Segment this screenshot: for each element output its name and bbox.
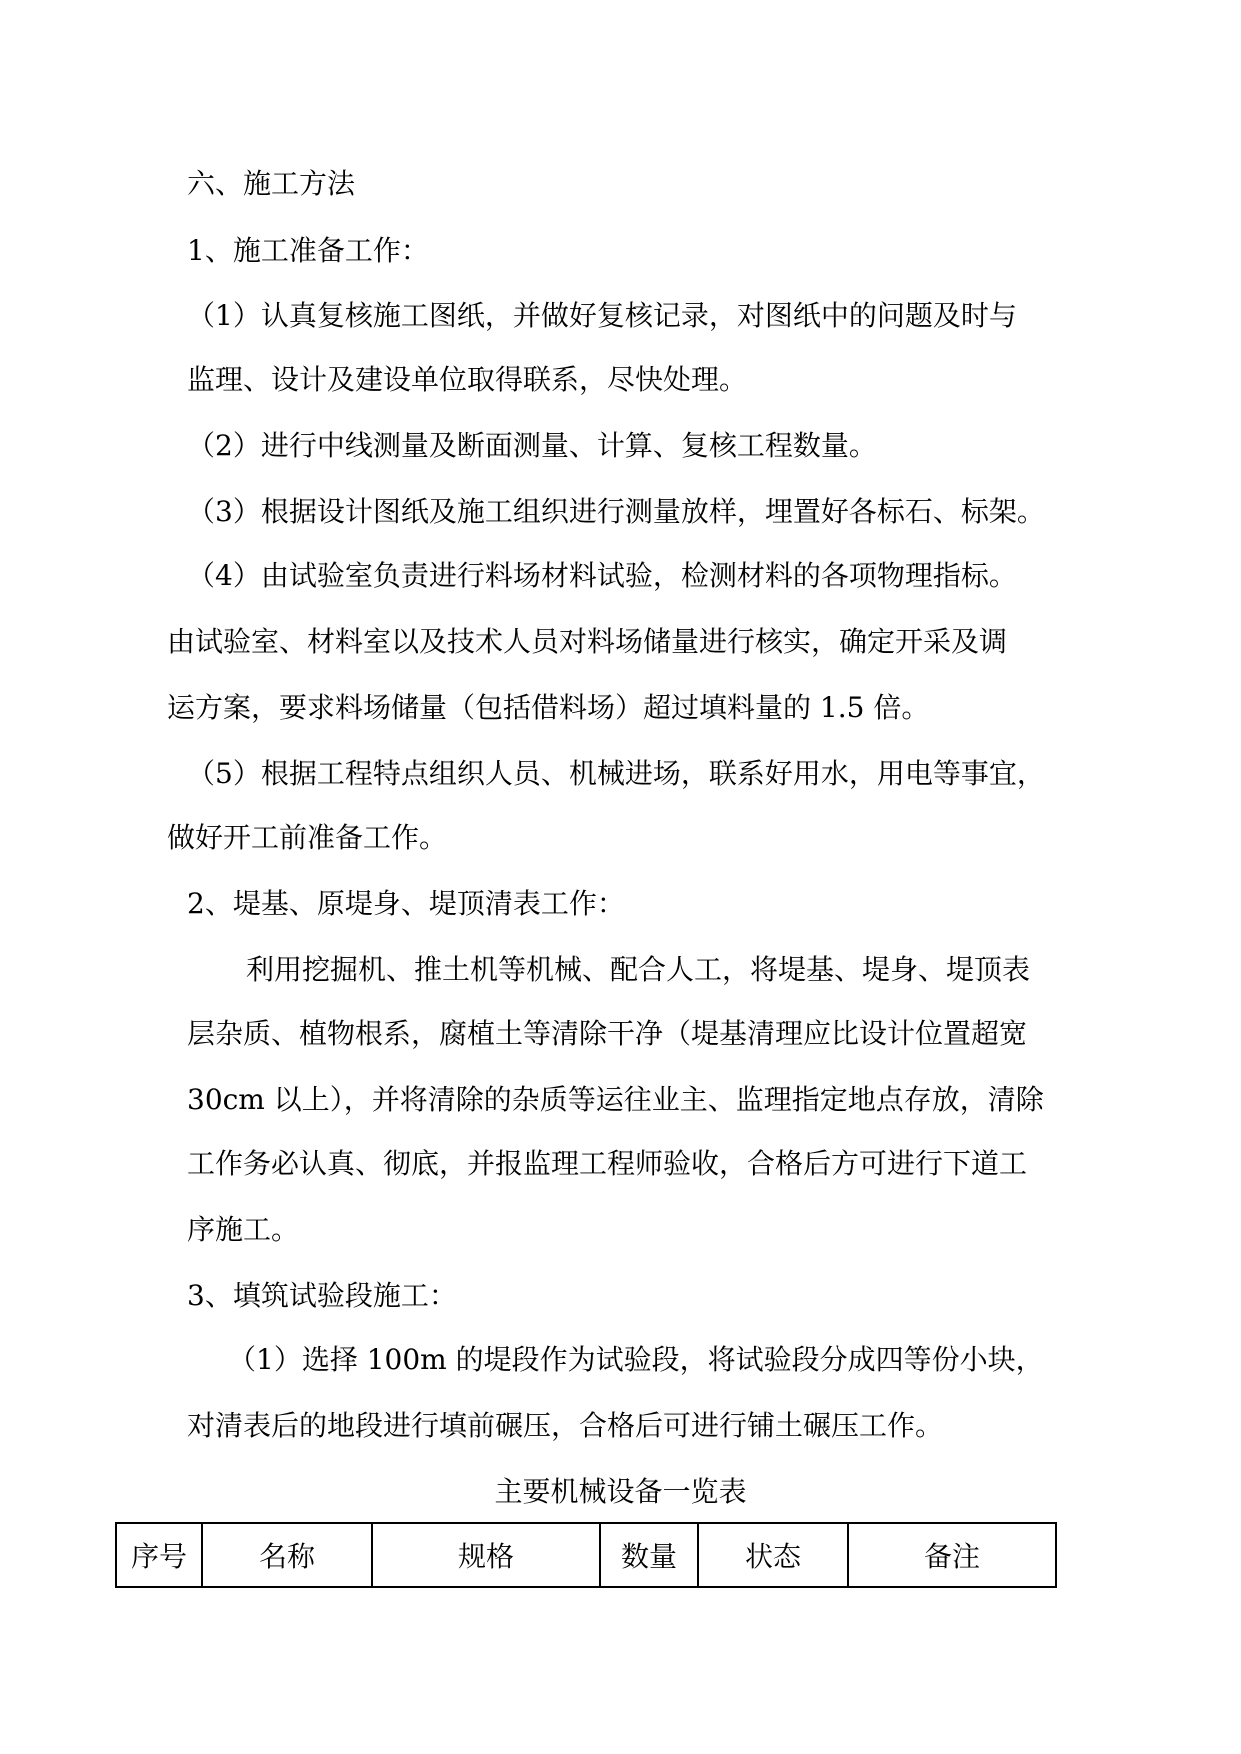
paragraph-line: 序施工。 [187,1213,300,1246]
paragraph-line: 由试验室、材料室以及技术人员对料场储量进行核实，确定开采及调 [167,625,1008,658]
table-header-cell: 名称 [202,1523,372,1587]
section-heading: 六、施工方法 [187,167,356,200]
paragraph-line: 层杂质、植物根系，腐植土等清除干净（堤基清理应比设计位置超宽 [187,1017,1028,1050]
paragraph-line: （1）认真复核施工图纸，并做好复核记录，对图纸中的问题及时与 [187,299,1017,332]
paragraph-line: 工作务必认真、彻底，并报监理工程师验收，合格后方可进行下道工 [187,1147,1028,1180]
paragraph-line: 做好开工前准备工作。 [167,821,448,854]
table-header-cell: 数量 [600,1523,698,1587]
table-caption: 主要机械设备一览表 [494,1475,747,1508]
paragraph-line: 30cm 以上），并将清除的杂质等运往业主、监理指定地点存放，清除 [187,1083,1044,1116]
paragraph-line: 利用挖掘机、推土机等机械、配合人工，将堤基、堤身、堤顶表 [246,953,1031,986]
equipment-table [115,1522,1057,1588]
table-header-cell: 备注 [848,1523,1056,1587]
paragraph-line: （1）选择 100m 的堤段作为试验段，将试验段分成四等份小块， [228,1343,1044,1376]
table-header-row [116,1523,1056,1587]
paragraph-line: （5）根据工程特点组织人员、机械进场，联系好用水，用电等事宜， [187,757,1045,790]
paragraph-line: （3）根据设计图纸及施工组织进行测量放样，埋置好各标石、标架。 [187,495,1045,528]
table-header-cell: 规格 [372,1523,600,1587]
subsection-title-1: 1、施工准备工作： [187,234,429,267]
table-header-cell: 状态 [698,1523,848,1587]
paragraph-line: 对清表后的地段进行填前碾压，合格后可进行铺土碾压工作。 [187,1409,944,1442]
subsection-title-3: 3、填筑试验段施工： [187,1279,457,1312]
paragraph-line: 监理、设计及建设单位取得联系，尽快处理。 [187,363,748,396]
subsection-title-2: 2、堤基、原堤身、堤顶清表工作： [187,887,625,920]
paragraph-line: （2）进行中线测量及断面测量、计算、复核工程数量。 [187,429,877,462]
paragraph-line: （4）由试验室负责进行料场材料试验，检测材料的各项物理指标。 [187,559,1017,592]
paragraph-line: 运方案，要求料场储量（包括借料场）超过填料量的 1.5 倍。 [167,691,930,724]
table-header-cell: 序号 [116,1523,202,1587]
